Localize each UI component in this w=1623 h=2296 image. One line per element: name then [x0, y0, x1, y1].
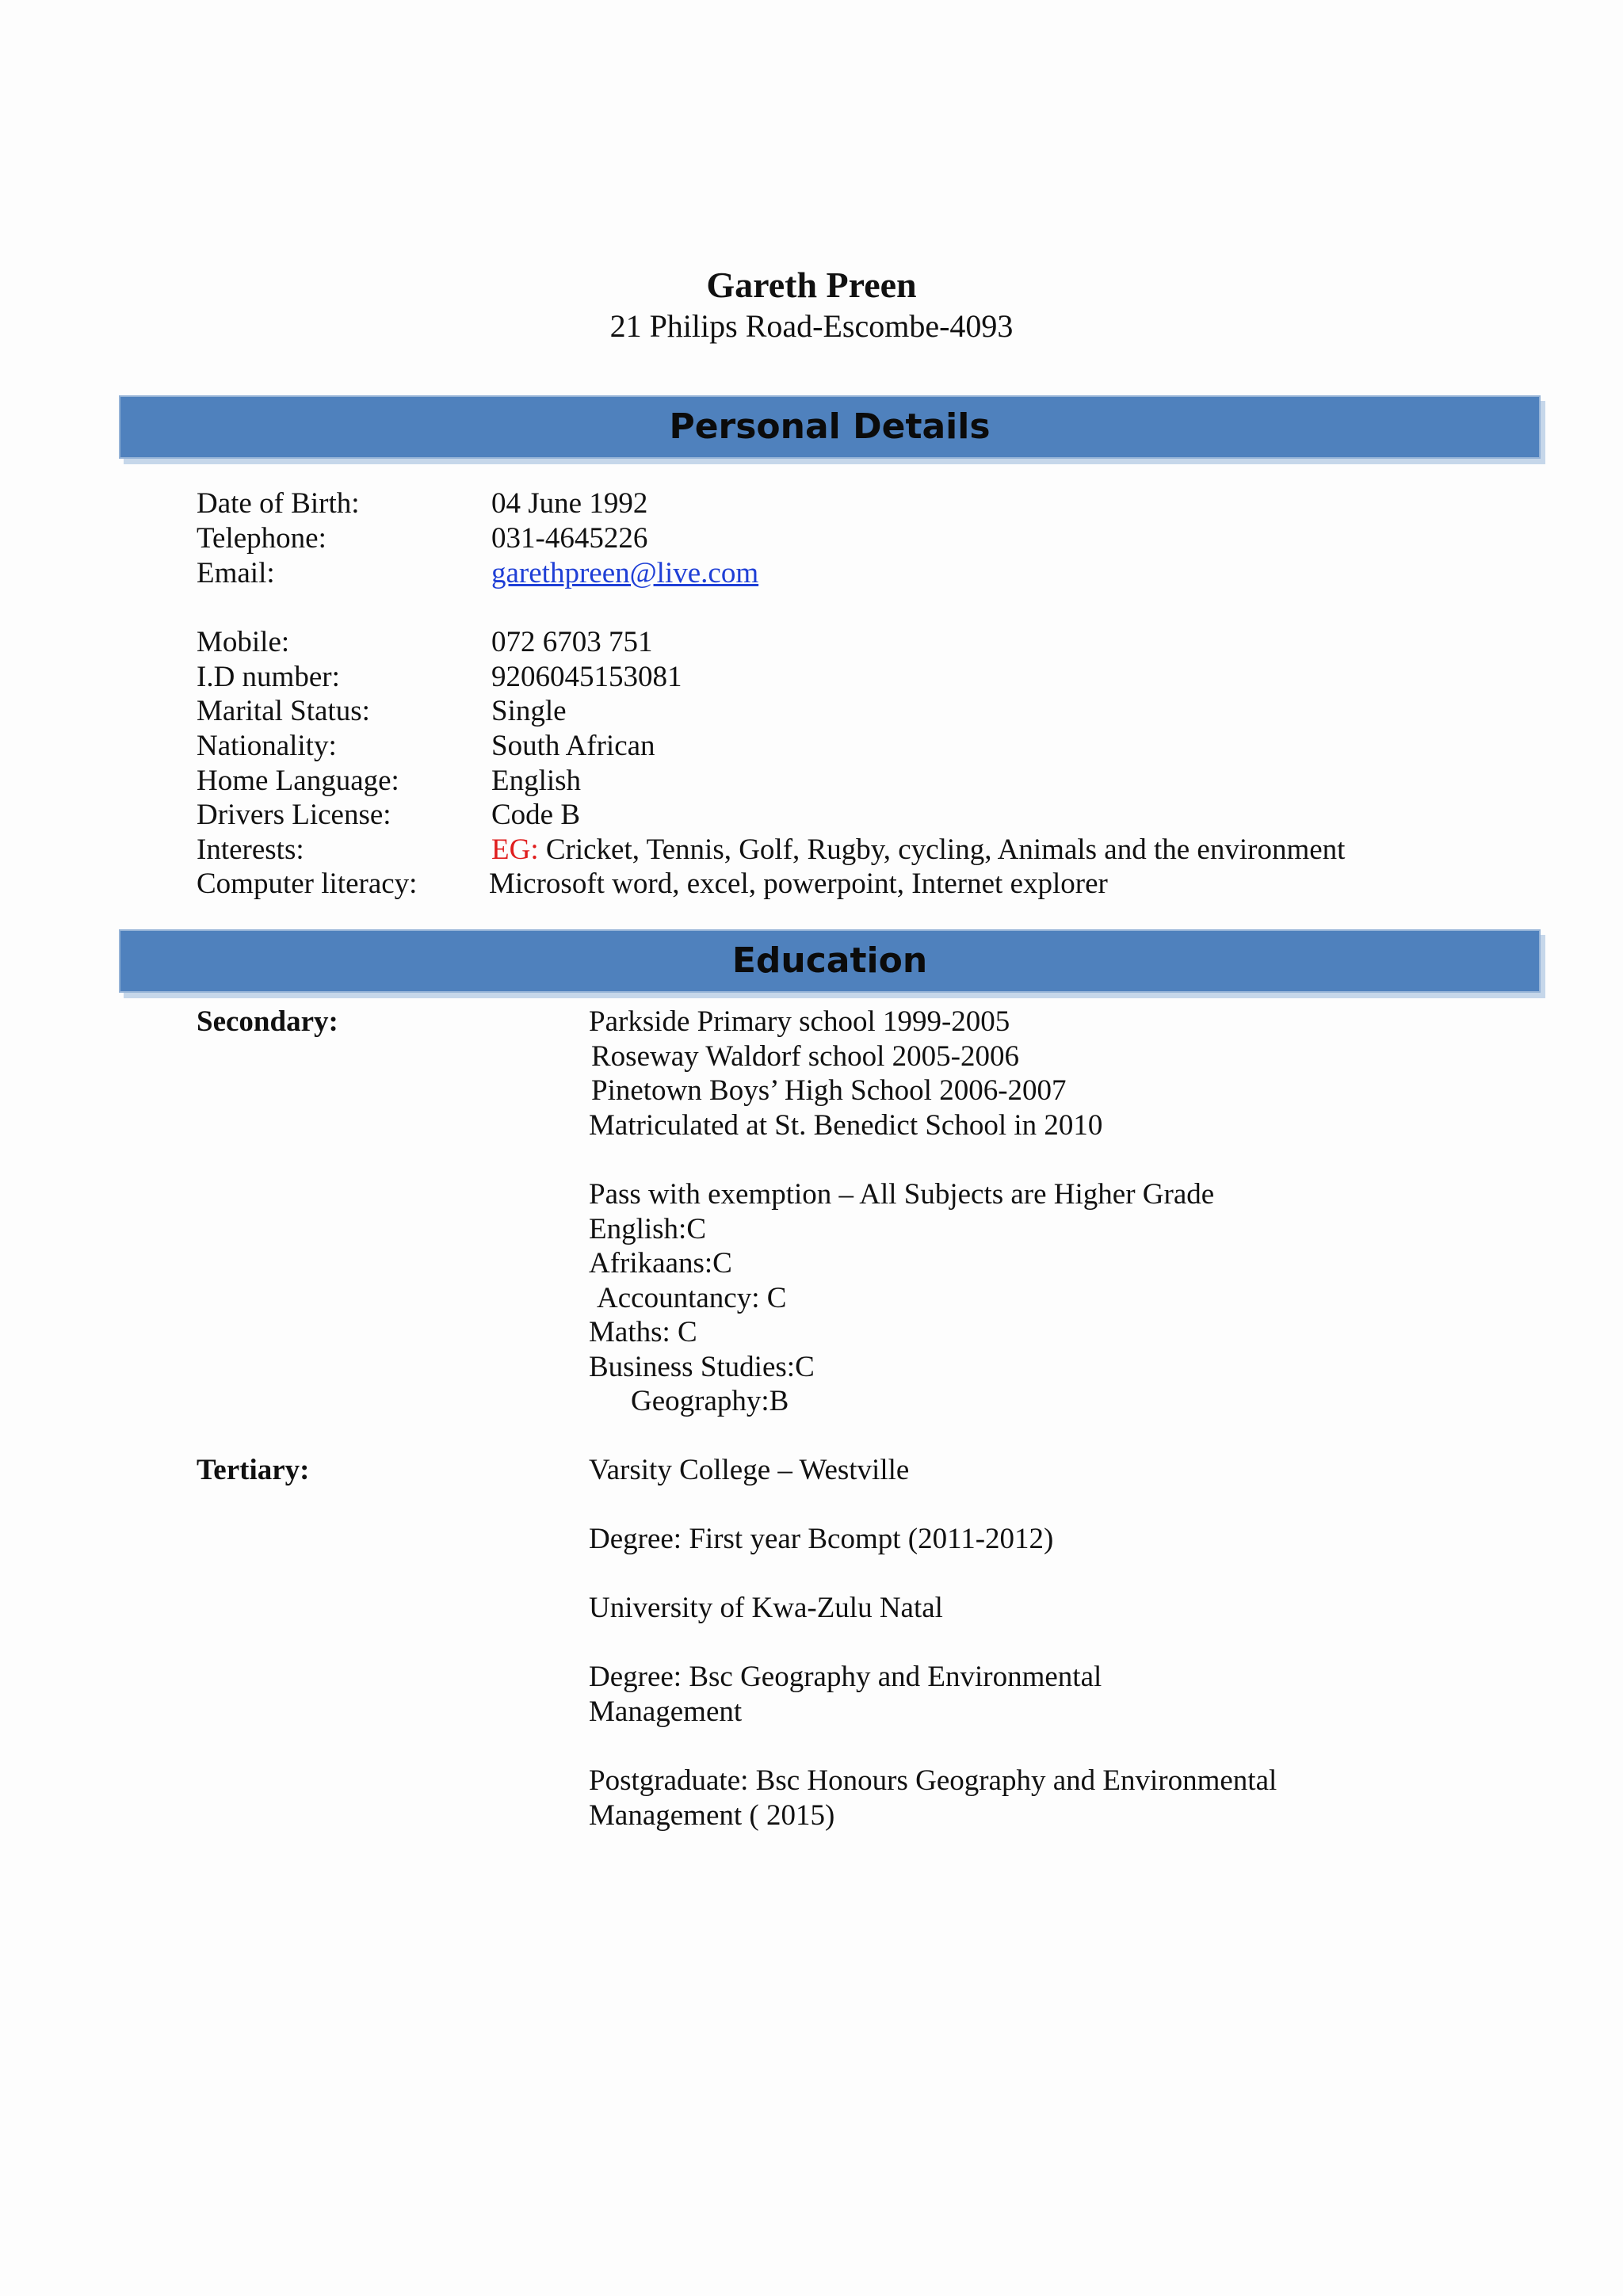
- detail-label: Email:: [197, 557, 275, 589]
- secondary-item: Roseway Waldorf school 2005-2006: [591, 1040, 1019, 1073]
- detail-value: 072 6703 751: [491, 626, 653, 658]
- detail-label: Home Language:: [197, 765, 399, 797]
- detail-label: Interests:: [197, 833, 304, 866]
- secondary-item: Pinetown Boys’ High School 2006-2007: [591, 1074, 1067, 1107]
- secondary-item: Maths: C: [589, 1316, 697, 1348]
- detail-value: South African: [491, 730, 655, 762]
- tertiary-item: University of Kwa-Zulu Natal: [589, 1592, 943, 1624]
- personal-details-heading: Personal Details: [119, 395, 1541, 459]
- detail-value: 9206045153081: [491, 661, 682, 693]
- secondary-item: Afrikaans:C: [589, 1247, 732, 1280]
- detail-label: Computer literacy:: [197, 868, 418, 900]
- detail-value: [491, 833, 1345, 868]
- detail-value: English: [491, 765, 582, 797]
- secondary-item: Geography:B: [631, 1385, 789, 1417]
- tertiary-item: Varsity College – Westville: [589, 1454, 910, 1486]
- detail-value: Code B: [491, 799, 581, 831]
- tertiary-item: Degree: First year Bcompt (2011-2012): [589, 1523, 1054, 1555]
- detail-value: 031-4645226: [491, 522, 648, 555]
- email-link[interactable]: garethpreen@live.com: [491, 557, 759, 589]
- secondary-item: English:C: [589, 1213, 707, 1245]
- detail-value: Single: [491, 695, 567, 727]
- secondary-item: Pass with exemption – All Subjects are Higher Grade: [589, 1178, 1215, 1211]
- applicant-address: 21 Philips Road-Escombe-4093: [609, 308, 1014, 344]
- tertiary-item: Management ( 2015): [589, 1799, 835, 1832]
- detail-label: Telephone:: [197, 522, 327, 555]
- detail-value: 04 June 1992: [491, 487, 648, 520]
- secondary-item: Business Studies:C: [589, 1351, 815, 1383]
- detail-label: Date of Birth:: [197, 487, 360, 520]
- detail-label: Marital Status:: [197, 695, 370, 727]
- secondary-item: Matriculated at St. Benedict School in 2010: [589, 1109, 1103, 1142]
- detail-label: Drivers License:: [197, 799, 391, 831]
- secondary-item: Parkside Primary school 1999-2005: [589, 1005, 1010, 1038]
- tertiary-item: Degree: Bsc Geography and Environmental: [589, 1661, 1102, 1693]
- interests-text: Cricket, Tennis, Golf, Rugby, cycling, Animals and the environment: [538, 833, 1346, 866]
- detail-label: I.D number:: [197, 661, 340, 693]
- secondary-label: Secondary:: [197, 1005, 338, 1038]
- tertiary-item: Management: [589, 1695, 743, 1728]
- education-heading: Education: [119, 929, 1541, 993]
- tertiary-item: Postgraduate: Bsc Honours Geography and Environmental: [589, 1764, 1277, 1797]
- detail-label: Nationality:: [197, 730, 337, 762]
- tertiary-label: Tertiary:: [197, 1454, 310, 1486]
- detail-label: Mobile:: [197, 626, 290, 658]
- detail-value: Microsoft word, excel, powerpoint, Internet explorer: [489, 868, 1108, 900]
- applicant-name: Gareth Preen: [706, 265, 917, 305]
- interests-prefix: EG:: [491, 833, 539, 866]
- secondary-item: Accountancy: C: [597, 1282, 787, 1314]
